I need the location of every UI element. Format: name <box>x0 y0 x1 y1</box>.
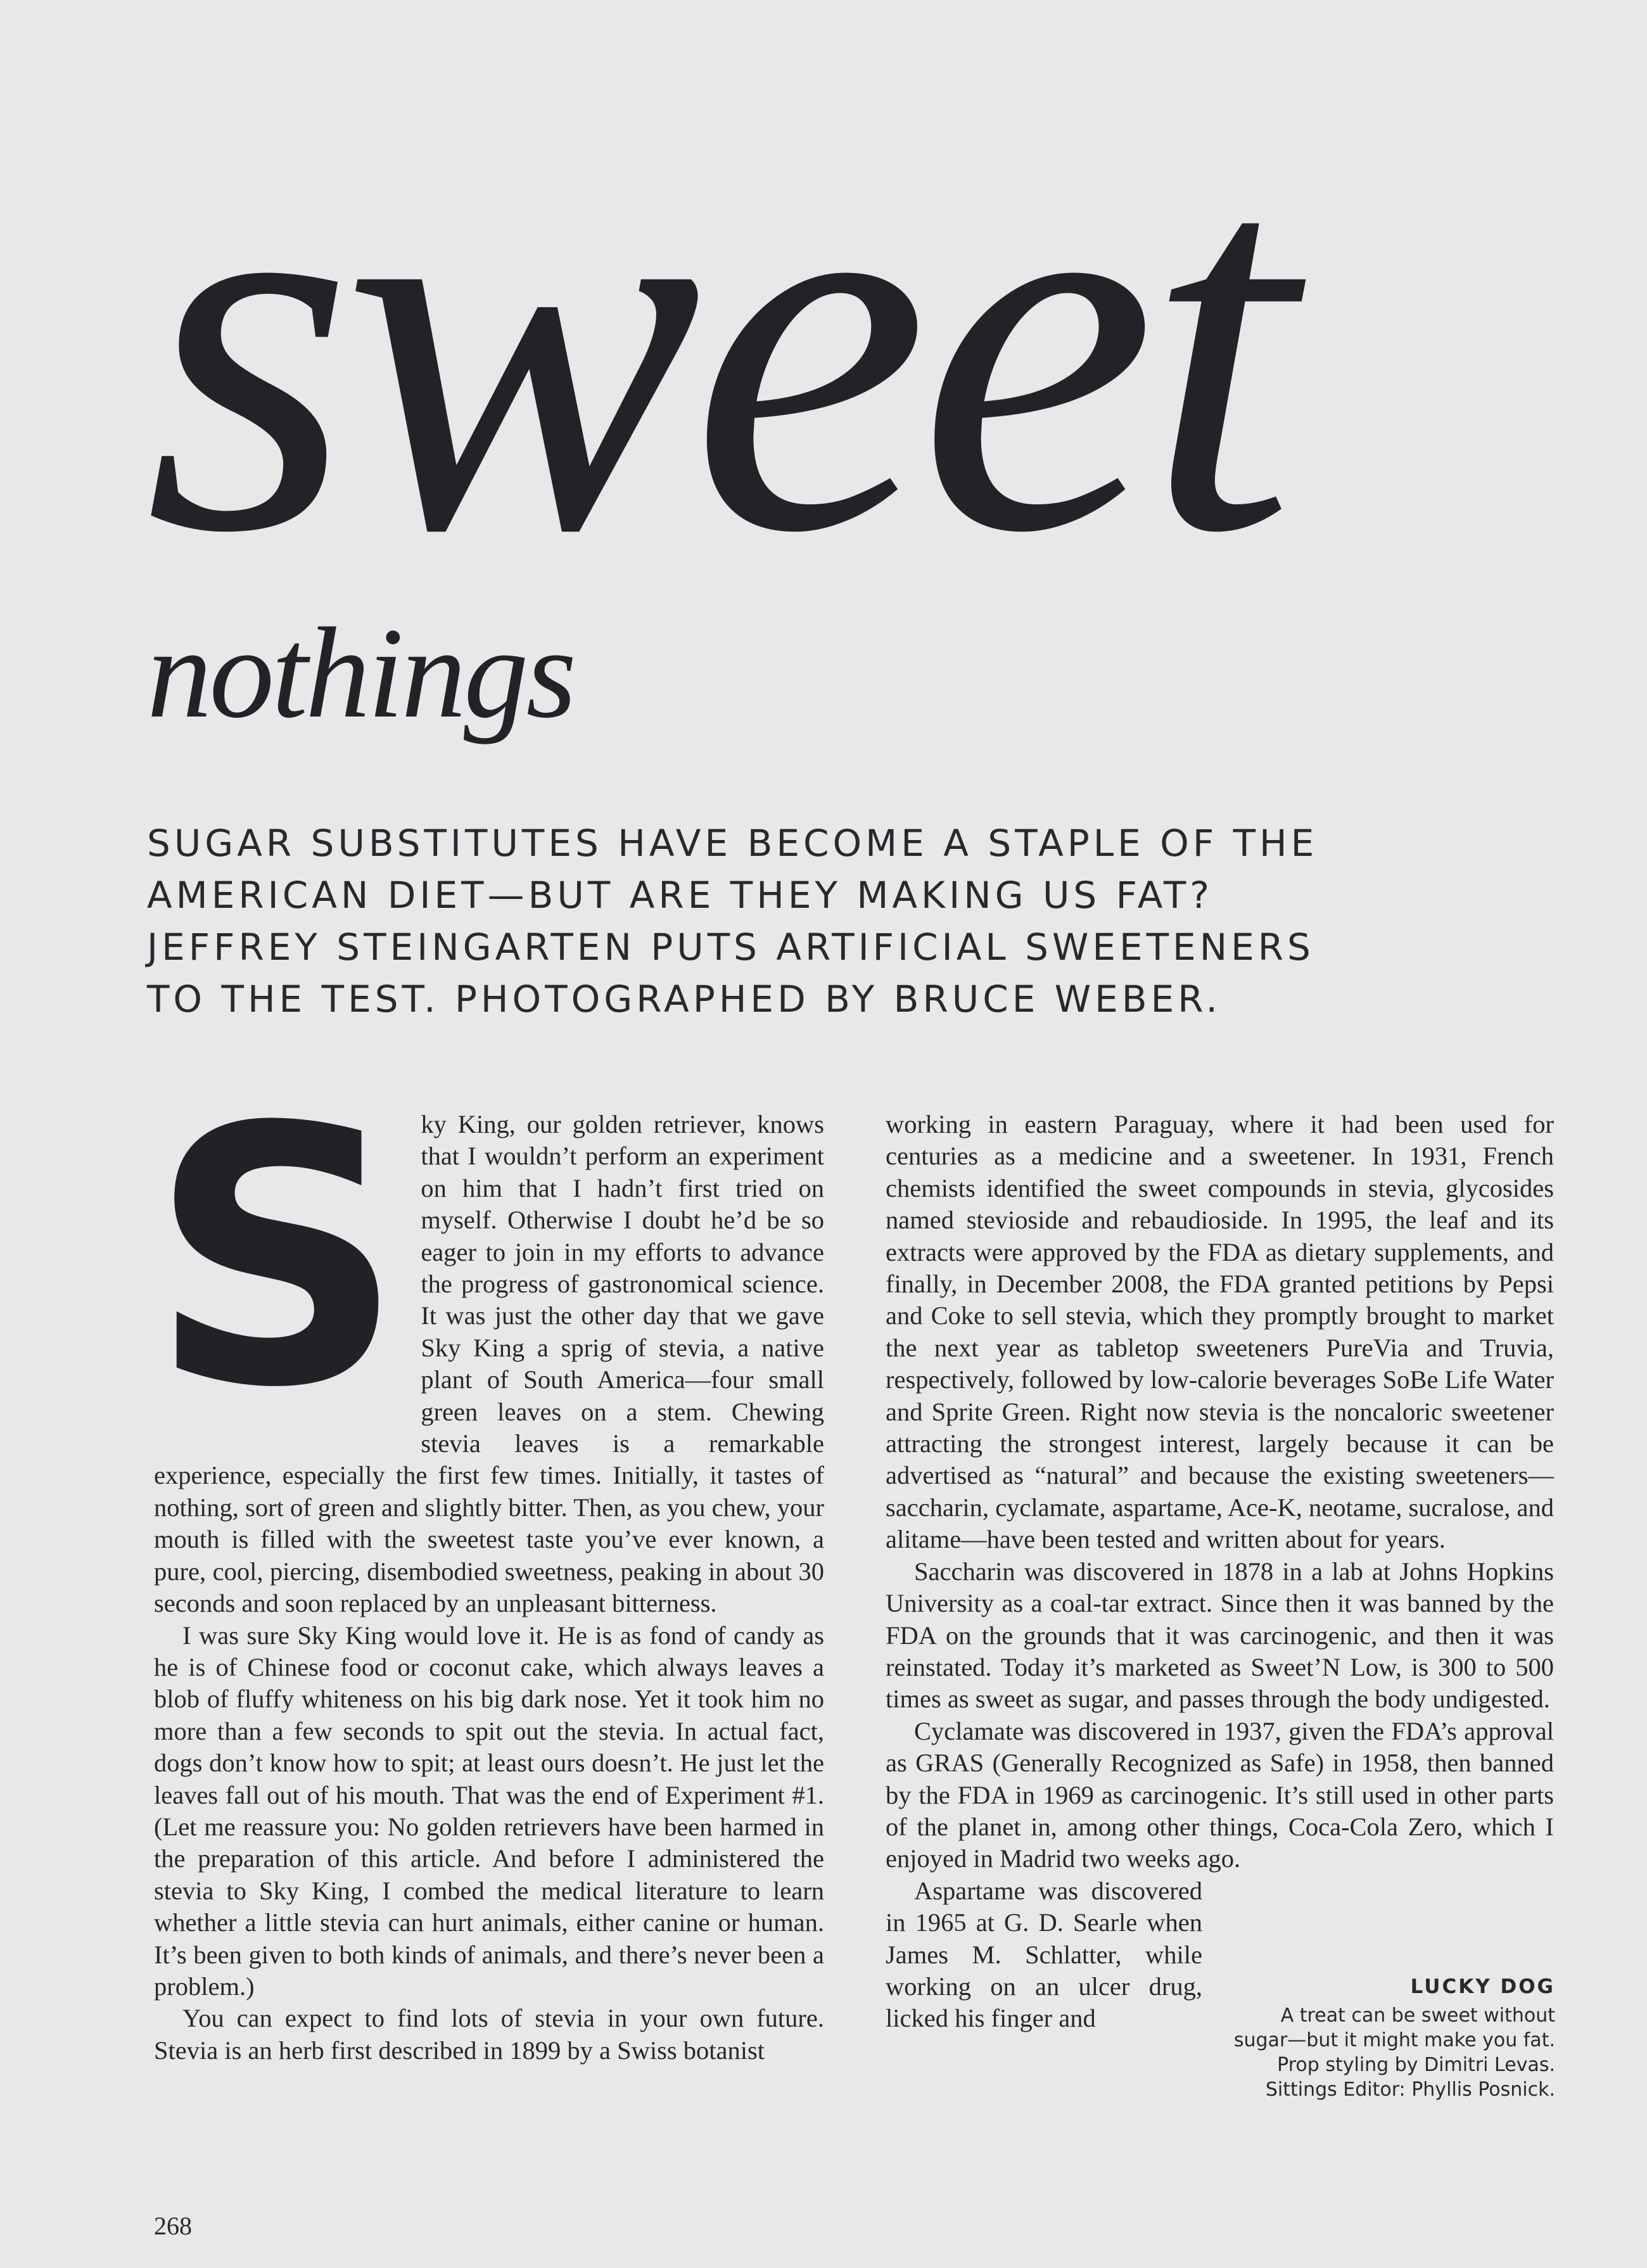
caption-line: A treat can be sweet without <box>1280 2004 1555 2027</box>
dek <box>147 817 1414 1025</box>
headline-sweet: sweet <box>144 47 1284 643</box>
paragraph: Aspartame was discovered in 1965 at G. D. Searle when James M. Schlatter, while working on an ulcer drug, licked his finger and <box>886 1876 1202 2033</box>
photo-caption <box>1223 1974 1555 2102</box>
caption-line: Sittings Editor: Phyllis Posnick. <box>1265 2079 1555 2101</box>
headline-nothings: nothings <box>147 601 575 745</box>
dek-line: AMERICAN DIET—BUT ARE THEY MAKING US FAT? <box>147 874 1214 917</box>
dek-line: SUGAR SUBSTITUTES HAVE BECOME A STAPLE OF THE <box>147 822 1318 865</box>
caption-line: Prop styling by Dimitri Levas. <box>1277 2054 1555 2076</box>
paragraph: Cyclamate was discovered in 1937, given the FDA’s approval as GRAS (Generally Recognized as Safe) in 1958, then banned by the FDA in 1969 as carcinogenic. It’s still used in other parts of the planet in, among other things, Coca-Cola Zero, which I enjoyed in Madrid two weeks ago. <box>886 1716 1554 1873</box>
caption-line: sugar—but it might make you fat. <box>1233 2029 1555 2051</box>
dek-line: TO THE TEST. PHOTOGRAPHED BY BRUCE WEBER. <box>147 978 1221 1021</box>
article-column-right <box>886 1109 1554 2035</box>
drop-cap: S <box>149 1052 405 1465</box>
paragraph: I was sure Sky King would love it. He is as fond of candy as he is of Chinese food or coconut cake, which always leaves a blob of fluffy whiteness on his big dark nose. Yet it took him no more than a few seconds to spit out the stevia. In actual fact, dogs don’t know how to spit; at least ours doesn’t. He just let the leaves fall out of his mouth. That was the end of Experiment #1. (Let me reassure you: No golden retrievers have been harmed in the preparation of this article. And before I administered the stevia to Sky King, I combed the medical literature to learn whether a little stevia can hurt animals, either canine or human. It’s been given to both kinds of animals, and there’s never been a problem.) <box>154 1621 824 2001</box>
dek-line: JEFFREY STEINGARTEN PUTS ARTIFICIAL SWEETENERS <box>147 926 1314 969</box>
paragraph: You can expect to find lots of stevia in your own future. Stevia is an herb first described in 1899 by a Swiss botanist <box>154 2004 824 2065</box>
page-number: 268 <box>154 2212 192 2240</box>
caption-title: LUCKY DOG <box>1410 1975 1555 1998</box>
paragraph: Saccharin was discovered in 1878 in a lab at Johns Hopkins University as a coal-tar extract. Since then it was banned by the FDA on the grounds that it was carcinogenic, and then it was reinstated. Today it’s marketed as Sweet’N Low, is 300 to 500 times as sweet as sugar, and passes through the body undigested. <box>886 1557 1554 1714</box>
paragraph: ky King, our golden retriever, knows that I wouldn’t perform an experiment on him that I hadn’t first tried on myself. Otherwise I doubt he’d be so eager to join in my efforts to advance the progress of gastronomical science. It was just the other day that we gave Sky King a sprig of stevia, a native plant of South America—four small green leaves on a stem. Chewing stevia leaves is a remarkable experience, especially the first few times. Initially, it tastes of nothing, sort of green and slightly bitter. Then, as you chew, your mouth is filled with the sweetest taste you’ve ever known, a pure, cool, piercing, disembodied sweetness, peaking in about 30 seconds and soon replaced by an unpleasant bitterness. <box>154 1110 824 1618</box>
article-column-left <box>149 1052 824 2067</box>
paragraph: working in eastern Paraguay, where it had been used for centuries as a medicine and a sweetener. In 1931, French chemists identified the sweet compounds in stevia, glycosides named stevioside and rebaudioside. In 1995, the leaf and its extracts were approved by the FDA as dietary supplements, and finally, in December 2008, the FDA granted petitions by Pepsi and Coke to sell stevia, which they promptly brought to market the next year as tabletop sweeteners PureVia and Truvia, respectively, followed by low-calorie beverages SoBe Life Water and Sprite Green. Right now stevia is the noncaloric sweetener attracting the strongest interest, largely because it can be advertised as “natural” and because the existing sweeteners—saccharin, cyclamate, aspartame, Ace-K, neotame, sucralose, and alitame—have been tested and written about for years. <box>886 1110 1554 1554</box>
